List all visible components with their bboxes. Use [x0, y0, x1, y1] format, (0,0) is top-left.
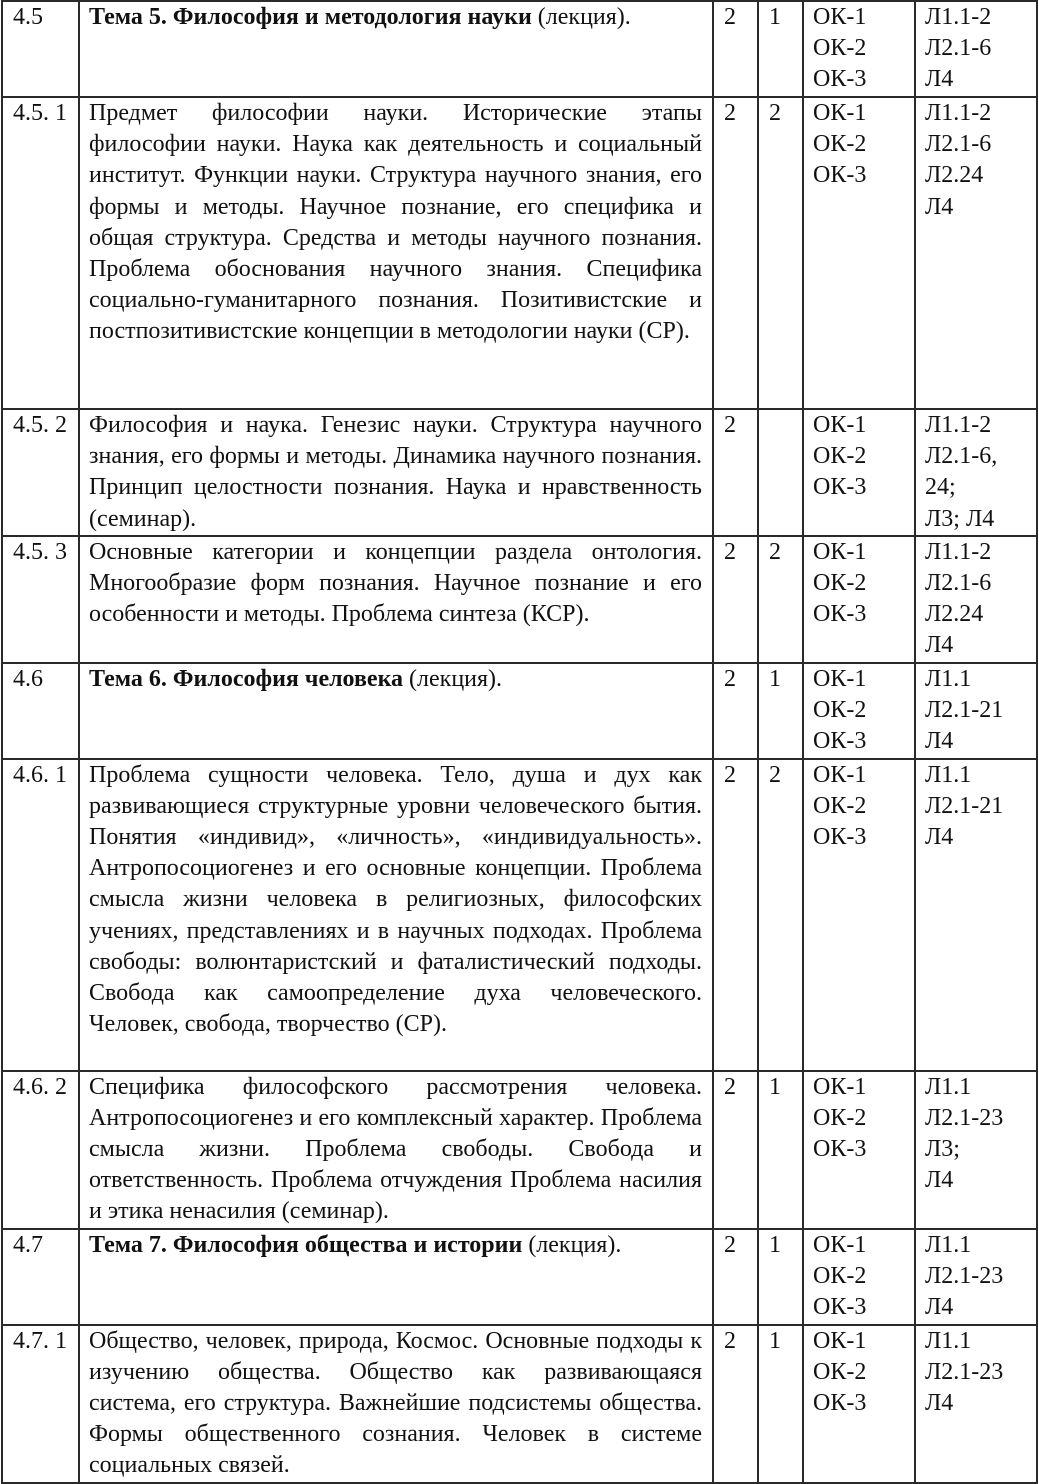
hours-value-1: 2 — [724, 100, 736, 126]
row-code-text: 4.7 — [13, 1231, 43, 1258]
row-code — [2, 1071, 79, 1229]
literature-ref: Л2.1-21 — [925, 792, 1004, 819]
competencies — [803, 536, 915, 663]
literature-ref: Л2.1-23 — [925, 1262, 1004, 1289]
table-row — [2, 1, 1037, 97]
literature-ref: Л3; — [925, 1136, 960, 1163]
competency-code: ОК-2 — [813, 131, 867, 158]
row-code — [2, 1325, 79, 1483]
literature-ref: Л1.1 — [925, 1327, 972, 1354]
hours-value-2: 2 — [769, 100, 781, 126]
literature-ref: Л2.1-6 — [925, 131, 992, 158]
hours-col-2 — [758, 1229, 803, 1325]
competency-code: ОК-3 — [813, 824, 867, 851]
literature-ref: Л2.1-23 — [925, 1358, 1004, 1385]
competencies — [803, 663, 915, 759]
table-row — [2, 663, 1037, 759]
row-code — [2, 759, 79, 1071]
competency-code: ОК-2 — [813, 1262, 867, 1289]
competency-code: ОК-2 — [813, 696, 867, 723]
topic-content: Специфика философского рассмотрения человека. Антропосоциогенез и его комплексный характер. Проблема смысла жизни. Проблема свободы. Свобода и ответственность. Проблема отчуждения Проблема насилия и этика ненасилия (семинар). — [89, 1073, 702, 1225]
hours-value-1: 2 — [724, 1073, 736, 1100]
literature-ref: Л1.1 — [925, 1231, 972, 1258]
hours-value-2: 1 — [769, 4, 781, 30]
literature — [915, 97, 1037, 409]
competency-code: ОК-1 — [813, 4, 867, 30]
competencies — [803, 1, 915, 97]
competencies — [803, 1071, 915, 1229]
literature-ref: 24; — [925, 474, 956, 501]
literature-ref: Л4 — [925, 1294, 954, 1321]
hours-value-2: 2 — [769, 761, 781, 788]
competency-code: ОК-3 — [813, 1294, 867, 1321]
topic-content: Проблема сущности человека. Тело, душа и дух как развивающиеся структурные уровни человеческого бытия. Понятия «индивид», «личность», «индивидуальность». Антропосоциогенез и его основные концепции. Проблема смысла жизни человека в религиозных, философских учениях, представлениях и в научных подходах. Проблема свободы: волюнтаристский и фаталистический подходы. Свобода как самоопределение духа человеческого. Человек, свобода, творчество (СР). — [89, 761, 702, 1038]
hours-col-2 — [758, 409, 803, 536]
literature-ref: Л2.1-23 — [925, 1104, 1004, 1131]
table-row — [2, 759, 1037, 1071]
row-code — [2, 1, 79, 97]
literature-ref: Л4 — [925, 66, 954, 93]
hours-col-2 — [758, 1325, 803, 1483]
hours-value-1: 2 — [724, 1231, 736, 1258]
hours-col-1 — [713, 536, 758, 663]
topic-content: Предмет философии науки. Исторические этапы философии науки. Наука как деятельность и социальный институт. Функции науки. Структура научного знания, его формы и методы. Научное познание, его специфика и общая структура. Средства и методы научного познания. Проблема обоснования научного знания. Специфика социально-гуманитарного познания. Позитивистские и постпозитивистские концепции в методологии науки (СР). — [89, 100, 702, 345]
literature-ref: Л1.1 — [925, 665, 972, 692]
literature-ref: Л1.1 — [925, 1073, 972, 1100]
topic-content: Основные категории и концепции раздела онтология. Многообразие форм познания. Научное познание и его особенности и методы. Проблема синтеза (КСР). — [89, 538, 702, 628]
hours-col-1 — [713, 1, 758, 97]
row-code-text: 4.6 — [13, 665, 43, 692]
literature-ref: Л3; Л4 — [925, 505, 995, 532]
row-code — [2, 663, 79, 759]
hours-value-2: 2 — [769, 538, 781, 565]
hours-value-1: 2 — [724, 4, 736, 30]
hours-col-1 — [713, 1229, 758, 1325]
row-code-text: 4.5 — [13, 4, 43, 30]
hours-value-1: 2 — [724, 1327, 736, 1354]
literature — [915, 409, 1037, 536]
hours-value-1: 2 — [724, 412, 736, 438]
literature — [915, 536, 1037, 663]
row-description — [79, 536, 713, 663]
competencies — [803, 97, 915, 409]
competency-code: ОК-2 — [813, 1104, 867, 1131]
competency-code: ОК-1 — [813, 1073, 867, 1100]
competency-code: ОК-3 — [813, 1390, 867, 1417]
literature-ref: Л4 — [925, 193, 954, 220]
competency-code: ОК-3 — [813, 162, 867, 189]
literature-ref: Л4 — [925, 632, 954, 659]
hours-value-2: 1 — [769, 1073, 781, 1100]
table-row — [2, 1071, 1037, 1229]
competency-code: ОК-3 — [813, 66, 867, 93]
hours-col-1 — [713, 1071, 758, 1229]
topic-type: (лекция). — [403, 665, 503, 692]
literature-ref: Л4 — [925, 1390, 954, 1417]
hours-col-2 — [758, 1, 803, 97]
row-description — [79, 1229, 713, 1325]
hours-col-1 — [713, 97, 758, 409]
topic-content: Философия и наука. Генезис науки. Структура научного знания, его формы и методы. Динамика научного познания. Принцип целостности познания. Наука и нравственность (семинар). — [89, 412, 702, 532]
row-code — [2, 409, 79, 536]
row-code-text: 4.6. 1 — [13, 761, 67, 788]
table-row — [2, 97, 1037, 409]
competency-code: ОК-3 — [813, 601, 867, 628]
table-row — [2, 1325, 1037, 1483]
topic-type: (лекция). — [531, 4, 631, 30]
table-row — [2, 536, 1037, 663]
row-code-text: 4.6. 2 — [13, 1073, 67, 1100]
competency-code: ОК-3 — [813, 474, 867, 501]
literature-ref: Л2.1-6 — [925, 570, 992, 597]
row-code-text: 4.5. 1 — [13, 100, 67, 126]
competencies — [803, 1325, 915, 1483]
literature-ref: Л2.1-6 — [925, 35, 992, 62]
row-description — [79, 1071, 713, 1229]
literature — [915, 663, 1037, 759]
row-description — [79, 97, 713, 409]
topic-title: Тема 6. Философия человека — [89, 665, 404, 692]
row-description — [79, 409, 713, 536]
row-code — [2, 536, 79, 663]
literature-ref: Л1.1-2 — [925, 538, 992, 565]
hours-col-2 — [758, 97, 803, 409]
literature-ref: Л1.1-2 — [925, 100, 992, 126]
literature — [915, 1229, 1037, 1325]
literature-ref: Л4 — [925, 824, 954, 851]
hours-value-1: 2 — [724, 538, 736, 565]
competencies — [803, 409, 915, 536]
hours-col-1 — [713, 1325, 758, 1483]
table-row — [2, 1229, 1037, 1325]
row-code — [2, 97, 79, 409]
competency-code: ОК-1 — [813, 1231, 867, 1258]
literature-ref: Л2.24 — [925, 601, 984, 628]
literature — [915, 759, 1037, 1071]
hours-col-1 — [713, 409, 758, 536]
competency-code: ОК-1 — [813, 538, 867, 565]
competency-code: ОК-1 — [813, 100, 867, 126]
hours-col-1 — [713, 663, 758, 759]
row-description — [79, 663, 713, 759]
competency-code: ОК-2 — [813, 35, 867, 62]
literature-ref: Л2.24 — [925, 162, 984, 189]
hours-col-2 — [758, 759, 803, 1071]
literature-ref: Л4 — [925, 728, 954, 755]
hours-value-2: 1 — [769, 1327, 781, 1354]
competencies — [803, 759, 915, 1071]
hours-value-2: 1 — [769, 1231, 781, 1258]
row-description — [79, 1325, 713, 1483]
row-code-text: 4.5. 3 — [13, 538, 67, 565]
literature-ref: Л4 — [925, 1167, 954, 1194]
hours-value-1: 2 — [724, 761, 736, 788]
topic-content: Общество, человек, природа, Космос. Основные подходы к изучению общества. Общество как развивающаяся система, его структура. Важнейшие подсистемы общества. Формы общественного сознания. Человек в системе социальных связей. — [89, 1327, 702, 1479]
hours-value-2: 1 — [769, 665, 781, 692]
competency-code: ОК-3 — [813, 728, 867, 755]
hours-col-2 — [758, 663, 803, 759]
table-body — [2, 1, 1037, 1483]
literature — [915, 1325, 1037, 1483]
topic-title: Тема 7. Философия общества и истории — [89, 1231, 523, 1258]
row-code-text: 4.5. 2 — [13, 412, 67, 438]
topic-title: Тема 5. Философия и методология науки — [89, 4, 532, 30]
curriculum-table — [1, 0, 1038, 1484]
competency-code: ОК-1 — [813, 1327, 867, 1354]
topic-type: (лекция). — [522, 1231, 622, 1258]
hours-col-2 — [758, 536, 803, 663]
literature-ref: Л1.1 — [925, 761, 972, 788]
competency-code: ОК-2 — [813, 443, 867, 470]
literature-ref: Л2.1-21 — [925, 696, 1004, 723]
hours-col-2 — [758, 1071, 803, 1229]
row-description — [79, 1, 713, 97]
literature-ref: Л1.1-2 — [925, 412, 992, 438]
row-code — [2, 1229, 79, 1325]
hours-col-1 — [713, 759, 758, 1071]
row-code-text: 4.7. 1 — [13, 1327, 67, 1354]
literature-ref: Л1.1-2 — [925, 4, 992, 30]
competency-code: ОК-2 — [813, 792, 867, 819]
hours-value-1: 2 — [724, 665, 736, 692]
row-description — [79, 759, 713, 1071]
competency-code: ОК-2 — [813, 1358, 867, 1385]
competencies — [803, 1229, 915, 1325]
competency-code: ОК-1 — [813, 761, 867, 788]
competency-code: ОК-1 — [813, 665, 867, 692]
table-row — [2, 409, 1037, 536]
literature-ref: Л2.1-6, — [925, 443, 998, 470]
competency-code: ОК-3 — [813, 1136, 867, 1163]
competency-code: ОК-2 — [813, 570, 867, 597]
competency-code: ОК-1 — [813, 412, 867, 438]
literature — [915, 1071, 1037, 1229]
literature — [915, 1, 1037, 97]
